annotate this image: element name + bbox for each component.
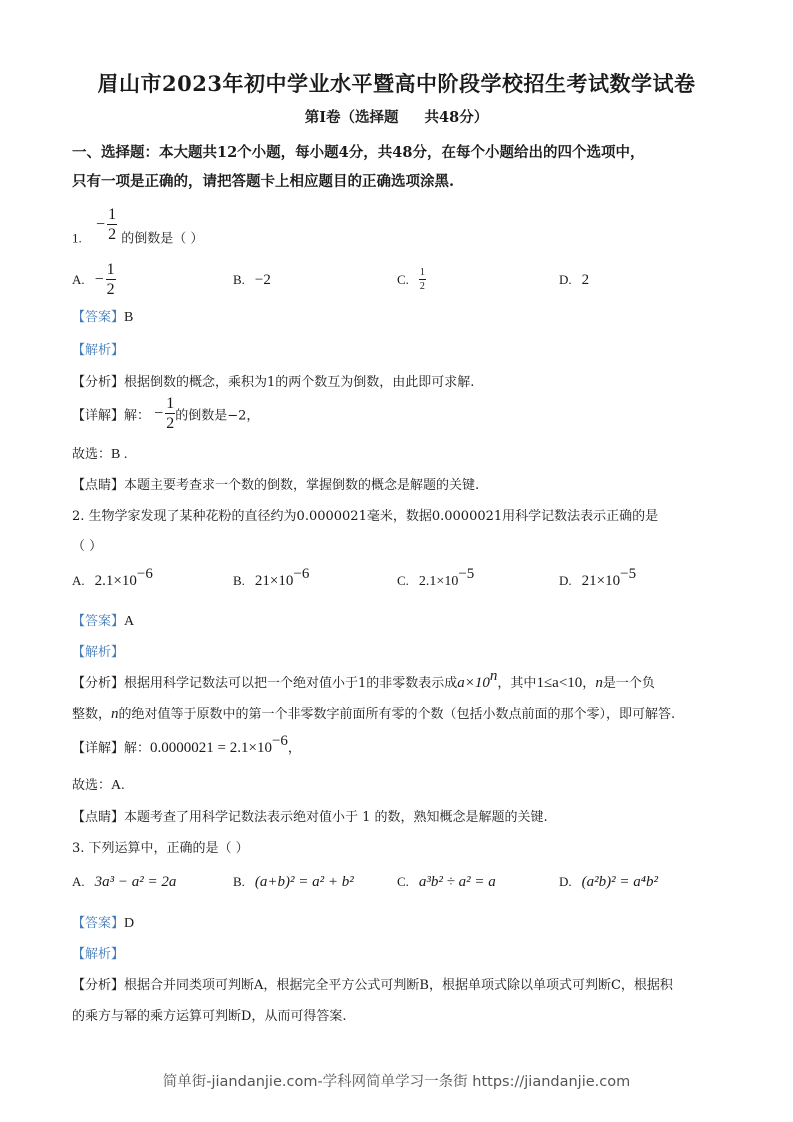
question-1-fenxi: 【分析】根据倒数的概念，乘积为1的两个数互为倒数，由此即可求解.	[72, 375, 475, 390]
question-1-option-a: A. − $\frac{1}{2}$	[72, 261, 115, 298]
answer-label: 【答案】	[72, 916, 125, 931]
answer-value: A	[124, 614, 135, 629]
question-3-option-c: C. a³b² ÷ a² = a	[397, 874, 496, 890]
fraction: $\frac{1}{2}$	[108, 206, 117, 243]
question-2-option-a: A. $2.1\times 10^{-6}$	[72, 566, 153, 589]
question-2-option-b: B. $21\times 10^{-6}$	[233, 566, 310, 589]
question-1-option-c: C. $\frac{1}{2}$	[397, 267, 425, 292]
question-3-fenxi-line2: 的乘方与幂的乘方运算可判断D，从而可得答案.	[72, 1009, 347, 1024]
answer-value: D	[124, 916, 135, 931]
minus-sign: −	[96, 216, 106, 233]
analysis-label: 【解析】	[72, 645, 125, 660]
fraction: $\frac{1}{2}$	[419, 267, 425, 292]
question-2-option-d: D. $21\times 10^{-5}$	[559, 566, 637, 589]
question-1-comment: 【点睛】本题主要考查求一个数的倒数，掌握倒数的概念是解题的关键.	[72, 478, 480, 493]
question-2-fenxi-line2: 整数，n的绝对值等于原数中的第一个非零数字前面所有零的个数（包括小数点前面的那个零），即可解答.	[72, 706, 676, 722]
question-1-option-b: B. −2	[233, 272, 271, 288]
subtitle-part-left: 第I卷（选择题	[304, 109, 399, 126]
answer-label: 【答案】	[72, 310, 125, 325]
question-3-answer	[72, 912, 134, 932]
question-1-detail: 【详解】解： − $\frac{1}{2}$ 的倒数是−2，	[72, 395, 260, 432]
question-2-detail: 【详解】解：$0.0000021 = 2.1\times 10^{-6}$，	[72, 733, 301, 756]
question-2-comment: 【点睛】本题考查了用科学记数法表示绝对值小于 1 的数，熟知概念是解题的关键.	[72, 810, 548, 825]
question-1-stem	[72, 207, 203, 247]
question-2-answer	[72, 610, 134, 630]
answer-value: B	[124, 310, 134, 325]
fraction: $\frac{1}{2}$	[166, 395, 175, 432]
question-1-answer	[72, 306, 133, 326]
section-intro-line1: 一、选择题：本大题共12个小题，每小题4分，共48分，在每个小题给出的四个选项中，	[72, 144, 645, 161]
section-intro-line2: 只有一项是正确的，请把答题卡上相应题目的正确选项涂黑.	[72, 173, 455, 190]
question-2-stem-line1: 2. 生物学家发现了某种花粉的直径约为0.0000021毫米，数据0.0000021用科学记数法表示正确的是	[72, 509, 659, 524]
analysis-label: 【解析】	[72, 947, 125, 962]
subtitle-part-right: 共48分）	[424, 109, 489, 126]
question-2-stem-line2: （ ）	[72, 539, 103, 554]
analysis-label: 【解析】	[72, 343, 125, 358]
question-3-option-a: A. 3a³ − a² = 2a	[72, 874, 177, 890]
question-1-choose: 故选：B .	[72, 447, 128, 462]
question-2-choose: 故选：A.	[72, 778, 125, 793]
fraction: $\frac{1}{2}$	[106, 261, 115, 298]
question-1-text: 的倒数是（ ）	[121, 231, 204, 247]
question-3-option-b: B. (a+b)² = a² + b²	[233, 874, 354, 890]
answer-label: 【答案】	[72, 614, 125, 629]
question-3-fenxi-line1: 【分析】根据合并同类项可判断A，根据完全平方公式可判断B，根据单项式除以单项式可判断C，根据积	[72, 978, 673, 993]
question-2-fenxi-line1: 【分析】根据用科学记数法可以把一个绝对值小于1的非零数表示成$a\times 10^n$，其中1≤a<10，n是一个负	[72, 668, 655, 691]
question-number: 1.	[72, 230, 82, 246]
question-2-option-c: C. $2.1\times 10^{-5}$	[397, 566, 475, 589]
question-3-stem: 3. 下列运算中，正确的是（ ）	[72, 841, 249, 856]
question-3-option-d: D. (a²b)² = a⁴b²	[559, 874, 658, 890]
document-subtitle	[0, 106, 793, 127]
question-1-option-d: D. 2	[559, 272, 590, 288]
document-title: 眉山市2023年初中学业水平暨高中阶段学校招生考试数学试卷	[97, 71, 696, 96]
footer-watermark: 简单街-jiandanjie.com-学科网简单学习一条街 https://jiandanjie.com	[162, 1074, 631, 1090]
